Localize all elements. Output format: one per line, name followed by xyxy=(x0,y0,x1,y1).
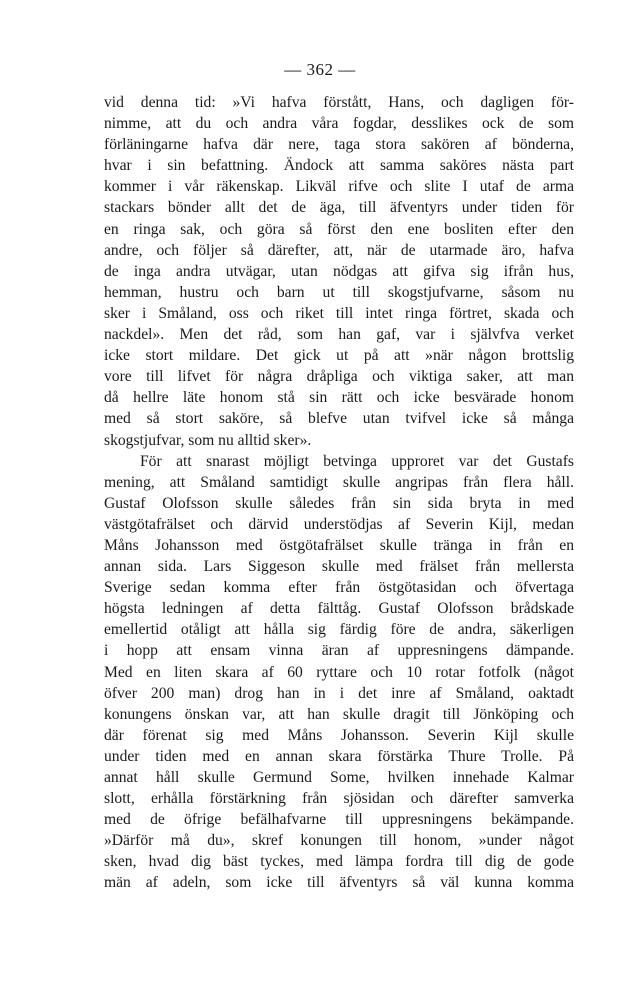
text-line: förläningarne hafva där nere, taga stora sakören af bönderna, xyxy=(104,136,574,154)
text-line: hemman, hustru och barn ut till skogstjufvarne, såsom nu xyxy=(104,283,574,301)
text-line: västgötafrälset och därvid understödjas af Severin Kijl, medan xyxy=(104,515,574,533)
text-line: med så stort saköre, så blefve utan tvifvel icke så många xyxy=(104,410,574,428)
text-line: stackars bönder allt det de äga, till äfventyrs under tiden för xyxy=(104,199,574,217)
page-number: — 362 — xyxy=(284,60,356,79)
text-line: nackdel». Men det råd, som han gaf, var i självfva verket xyxy=(104,326,574,344)
text-line: annat håll skulle Germund Some, hvilken innehade Kalmar xyxy=(104,769,574,786)
text-line: under tiden med en annan skara förstärka Thure Trolle. På xyxy=(104,747,574,765)
text-line: »Därför må du», skref konungen till honom, »under något xyxy=(104,832,574,850)
text-line: Måns Johansson med östgötafrälset skulle tränga in från en xyxy=(104,536,574,554)
text-line: öfver 200 man) drog han in i det inre af Småland, oaktadt xyxy=(104,684,574,702)
text-line: sker i Småland, oss och riket till intet ringa förtret, skada och xyxy=(104,304,574,322)
text-line: icke stort mildare. Det gick ut på att »när någon brottslig xyxy=(104,347,574,365)
text-line: Med en liten skara af 60 ryttare och 10 rotar fotfolk (något xyxy=(104,663,574,681)
text-line: andre, och följer så därefter, att, när de utarmade äro, hafva xyxy=(104,241,574,259)
text-line: de inga andra utvägar, utan nödgas att gifva sig ifrån hus, xyxy=(104,262,574,280)
text-line: där förenat sig med Måns Johansson. Severin Kijl skulle xyxy=(104,726,574,744)
text-line: i hopp att ensam vinna äran af uppresningens dämpande. xyxy=(104,642,574,660)
body-text xyxy=(104,92,574,894)
text-line: skogstjufvar, som nu alltid sker». xyxy=(104,431,312,449)
text-line: emellertid otåligt att hålla sig färdig före de andra, säkerligen xyxy=(104,621,574,639)
text-line: män af adeln, som icke till äfventyrs så väl kunna komma xyxy=(104,874,574,892)
text-line: kommer i vår räkenskap. Likväl rifve och slite I utaf de arma xyxy=(104,178,574,196)
text-line: konungens önskan var, att han skulle dragit till Jönköping och xyxy=(104,705,574,723)
text-line: nimme, att du och andra våra fogdar, desslikes ock de som xyxy=(104,115,574,133)
text-line: Sverige sedan komma efter från östgötasidan och öfvertaga xyxy=(104,579,574,597)
text-line: annan sida. Lars Siggeson skulle med frälset från mellersta xyxy=(104,558,574,576)
text-line: vid denna tid: »Vi hafva förstått, Hans, och dagligen för- xyxy=(104,94,574,111)
text-line: hvar i sin befattning. Ändock att samma saköres nästa part xyxy=(104,157,574,175)
text-line: För att snarast möjligt betvinga upproret var det Gustafs xyxy=(140,452,574,470)
text-line: då hellre läte honom stå sin rätt och icke besvärade honom xyxy=(104,389,574,407)
text-line: vore till lifvet för några dråpliga och viktiga saker, att man xyxy=(104,368,574,386)
text-line: mening, att Småland samtidigt skulle angripas från flera håll. xyxy=(104,473,574,491)
text-line: högsta ledningen af detta fälttåg. Gustaf Olofsson brådskade xyxy=(104,600,574,618)
text-line: slott, erhålla förstärkning från sjösidan och därefter samverka xyxy=(104,790,574,808)
text-line: en ringa sak, och göra så först den ene bosliten efter den xyxy=(104,220,574,238)
text-line: med de öfrige befälhafvarne till uppresningens bekämpande. xyxy=(104,811,574,829)
text-line: sken, hvad dig bäst tyckes, med lämpa fordra till dig de gode xyxy=(104,853,574,871)
text-line: Gustaf Olofsson skulle således från sin sida bryta in med xyxy=(104,494,574,512)
